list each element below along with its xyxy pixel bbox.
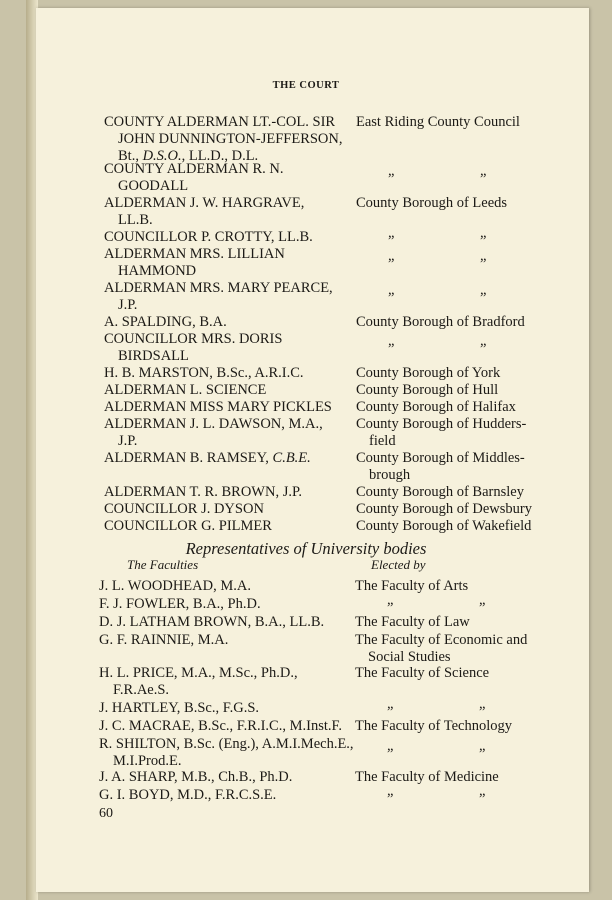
member-name: J. HARTLEY, B.Sc., F.G.S. [99,700,260,716]
elected-body: County Borough of Leeds [356,195,508,211]
elected-body: County Borough of York [356,365,501,381]
member-name: J. C. MACRAE, B.Sc., F.R.I.C., M.Inst.F. [99,718,343,734]
member-name: G. F. RAINNIE, M.A. [99,632,229,648]
member-name: BIRDSALL [118,348,189,364]
ditto-marks: ” ” [387,746,486,762]
member-name: Bt., D.S.O., LL.D., D.L. [118,148,259,164]
member-name: F.R.Ae.S. [113,682,170,698]
elected-body: The Faculty of Medicine [355,769,499,785]
member-name: COUNCILLOR P. CROTTY, LL.B. [104,229,313,245]
elected-body: County Borough of Middles- [356,450,525,466]
member-name: J. A. SHARP, M.B., Ch.B., Ph.D. [99,769,293,785]
member-name: GOODALL [118,178,189,194]
ditto-marks: ” ” [388,341,487,357]
elected-body: County Borough of Barnsley [356,484,524,500]
member-name: ALDERMAN J. L. DAWSON, M.A., [104,416,323,432]
ditto-marks: ” ” [388,256,487,272]
member-name: ALDERMAN J. W. HARGRAVE, [104,195,305,211]
elected-body: The Faculty of Science [355,665,490,681]
member-name: F. J. FOWLER, B.A., Ph.D. [99,596,261,612]
ditto-marks: ” ” [387,600,486,616]
member-name: ALDERMAN B. RAMSEY, C.B.E. [104,450,311,466]
member-name: ALDERMAN MISS MARY PICKLES [104,399,332,415]
elected-body: brough [369,467,411,483]
member-name: COUNCILLOR MRS. DORIS [104,331,283,347]
elected-body: County Borough of Hull [356,382,499,398]
running-head: THE COURT [272,80,340,91]
member-name: ALDERMAN L. SCIENCE [104,382,267,398]
elected-body: County Borough of Bradford [356,314,525,330]
member-name: COUNTY ALDERMAN LT.-COL. SIR [104,114,336,130]
elected-body: The Faculty of Arts [355,578,469,594]
elected-body: East Riding County Council [356,114,520,130]
page-number: 60 [99,806,113,821]
member-name: JOHN DUNNINGTON-JEFFERSON, [118,131,343,147]
section-title: Representatives of University bodies [185,539,427,558]
ditto-marks: ” ” [387,791,486,807]
ditto-marks: ” ” [387,704,486,720]
elected-body: The Faculty of Economic and [355,632,528,648]
elected-body: The Faculty of Law [355,614,470,630]
member-name: H. B. MARSTON, B.Sc., A.R.I.C. [104,365,304,381]
member-name: COUNCILLOR G. PILMER [104,518,272,534]
ditto-marks: ” ” [388,171,487,187]
member-name: COUNTY ALDERMAN R. N. [104,161,284,177]
member-name: H. L. PRICE, M.A., M.Sc., Ph.D., [99,665,298,681]
member-name: J. L. WOODHEAD, M.A. [99,578,251,594]
member-name: M.I.Prod.E. [113,753,182,769]
member-name: A. SPALDING, B.A. [104,314,227,330]
elected-body: Social Studies [368,649,451,665]
elected-by-subhead: Elected by [371,557,426,572]
elected-body: County Borough of Dewsbury [356,501,533,517]
member-name: R. SHILTON, B.Sc. (Eng.), A.M.I.Mech.E., [99,736,354,752]
member-name: ALDERMAN MRS. MARY PEARCE, [104,280,333,296]
elected-body: The Faculty of Technology [355,718,512,734]
member-name: D. J. LATHAM BROWN, B.A., LL.B. [99,614,325,630]
elected-body: County Borough of Hudders- [356,416,527,432]
member-name: ALDERMAN MRS. LILLIAN [104,246,285,262]
faculties-subhead: The Faculties [127,557,199,572]
member-name: LL.B. [118,212,153,228]
ditto-marks: ” ” [388,290,487,306]
member-name: J.P. [118,297,138,313]
elected-body: County Borough of Halifax [356,399,516,415]
member-name: ALDERMAN T. R. BROWN, J.P. [104,484,303,500]
elected-body: field [369,433,396,449]
member-name: HAMMOND [118,263,197,279]
member-name: COUNCILLOR J. DYSON [104,501,264,517]
member-name: J.P. [118,433,138,449]
member-name: G. I. BOYD, M.D., F.R.C.S.E. [99,787,277,803]
elected-body: County Borough of Wakefield [356,518,532,534]
ditto-marks: ” ” [388,233,487,249]
